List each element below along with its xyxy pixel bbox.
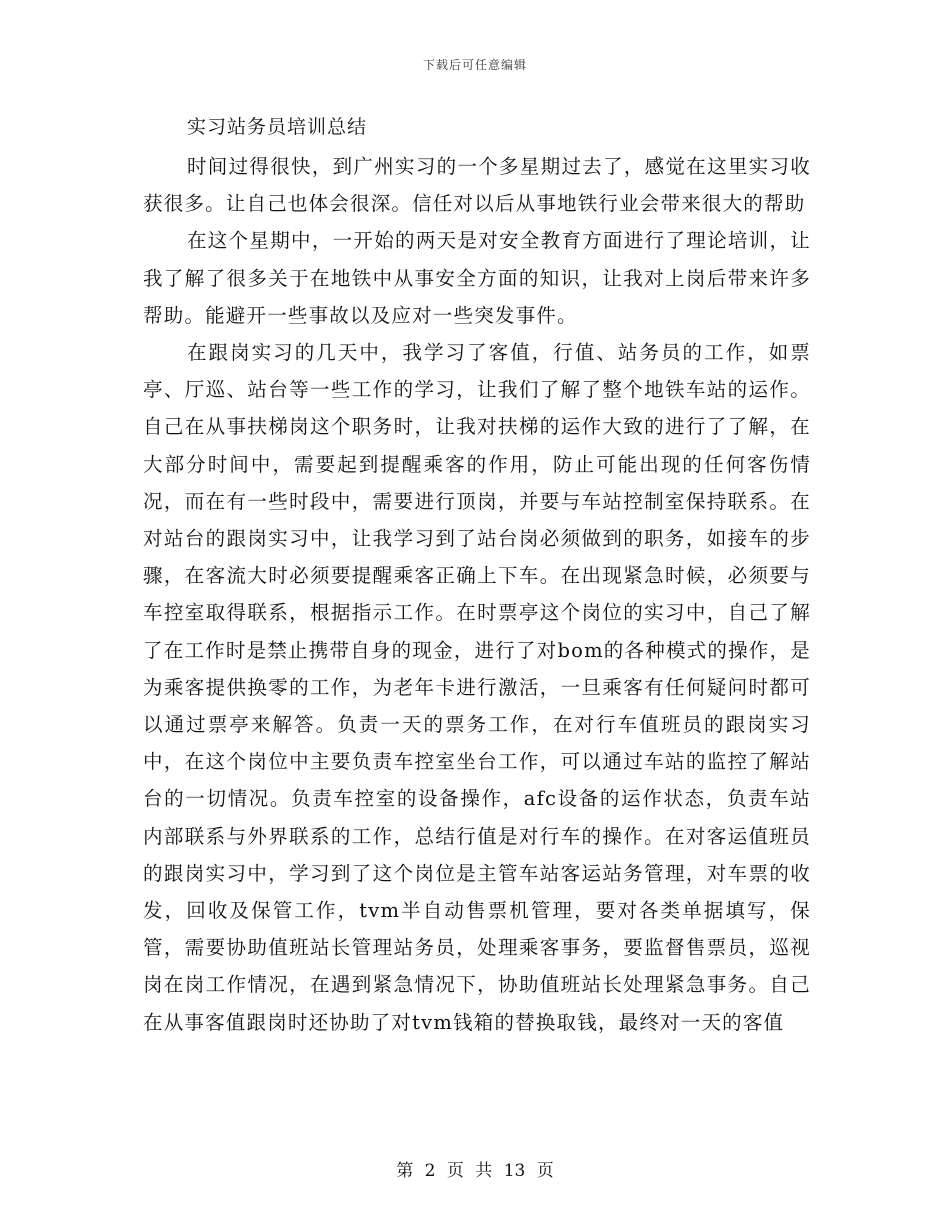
document-title: 实习站务员培训总结	[187, 116, 368, 138]
paragraph-safety-training: 在这个星期中，一开始的两天是对安全教育方面进行了理论培训，让我了解了很多关于在地铁中从事安全方面的知识，让我对上岗后带来许多帮助。能避开一些事故以及应对一些突发事件。	[143, 229, 811, 327]
page-number-footer: 第 2 页 共 13 页	[396, 1161, 554, 1181]
paragraph-job-shadowing: 在跟岗实习的几天中，我学习了客值，行值、站务员的工作，如票亭、厅巡、站台等一些工作的学习，让我们了解了整个地铁车站的运作。自己在从事扶梯岗这个职务时，让我对扶梯的运作大致的进行了了解，在大部分时间中，需要起到提醒乘客的作用，防止可能出现的任何客伤情况，而在有一些时段中，需要进行顶岗，并要与车站控制室保持联系。在对站台的跟岗实习中，让我学习到了站台岗必须做到的职务，如接车的步骤，在客流大时必须要提醒乘客正确上下车。在出现紧急时候，必须要与车控室取得联系，根据指示工作。在时票亭这个岗位的实习中，自己了解了在工作时是禁止携带自身的现金，进行了对bom的各种模式的操作，是为乘客提供换零的工作，为老年卡进行激活，一旦乘客有任何疑问时都可以通过票亭来解答。负责一天的票务工作，在对行车值班员的跟岗实习中，在这个岗位中主要负责车控室坐台工作，可以通过车站的监控了解站台的一切情况。负责车控室的设备操作，afc设备的运作状态，负责车站内部联系与外界联系的工作，总结行值是对行车的操作。在对客运值班员的跟岗实习中，学习到了这个岗位是主管车站客运站务管理，对车票的收发，回收及保管工作，tvm半自动售票机管理，要对各类单据填写，保管，需要协助值班站长管理站务员，处理乘客事务，要监督售票员，巡视岗在岗工作情况，在遇到紧急情况下，协助值班站长处理紧急事务。自己在从事客值跟岗时还协助了对tvm钱箱的替换取钱，最终对一天的客值	[143, 341, 811, 1034]
paragraph-intro: 时间过得很快，到广州实习的一个多星期过去了，感觉在这里实习收获很多。让自己也体会很深。信任对以后从事地铁行业会带来很大的帮助	[143, 155, 811, 216]
document-body	[143, 108, 811, 1041]
page-header-note: 下载后可任意编辑	[422, 58, 527, 72]
